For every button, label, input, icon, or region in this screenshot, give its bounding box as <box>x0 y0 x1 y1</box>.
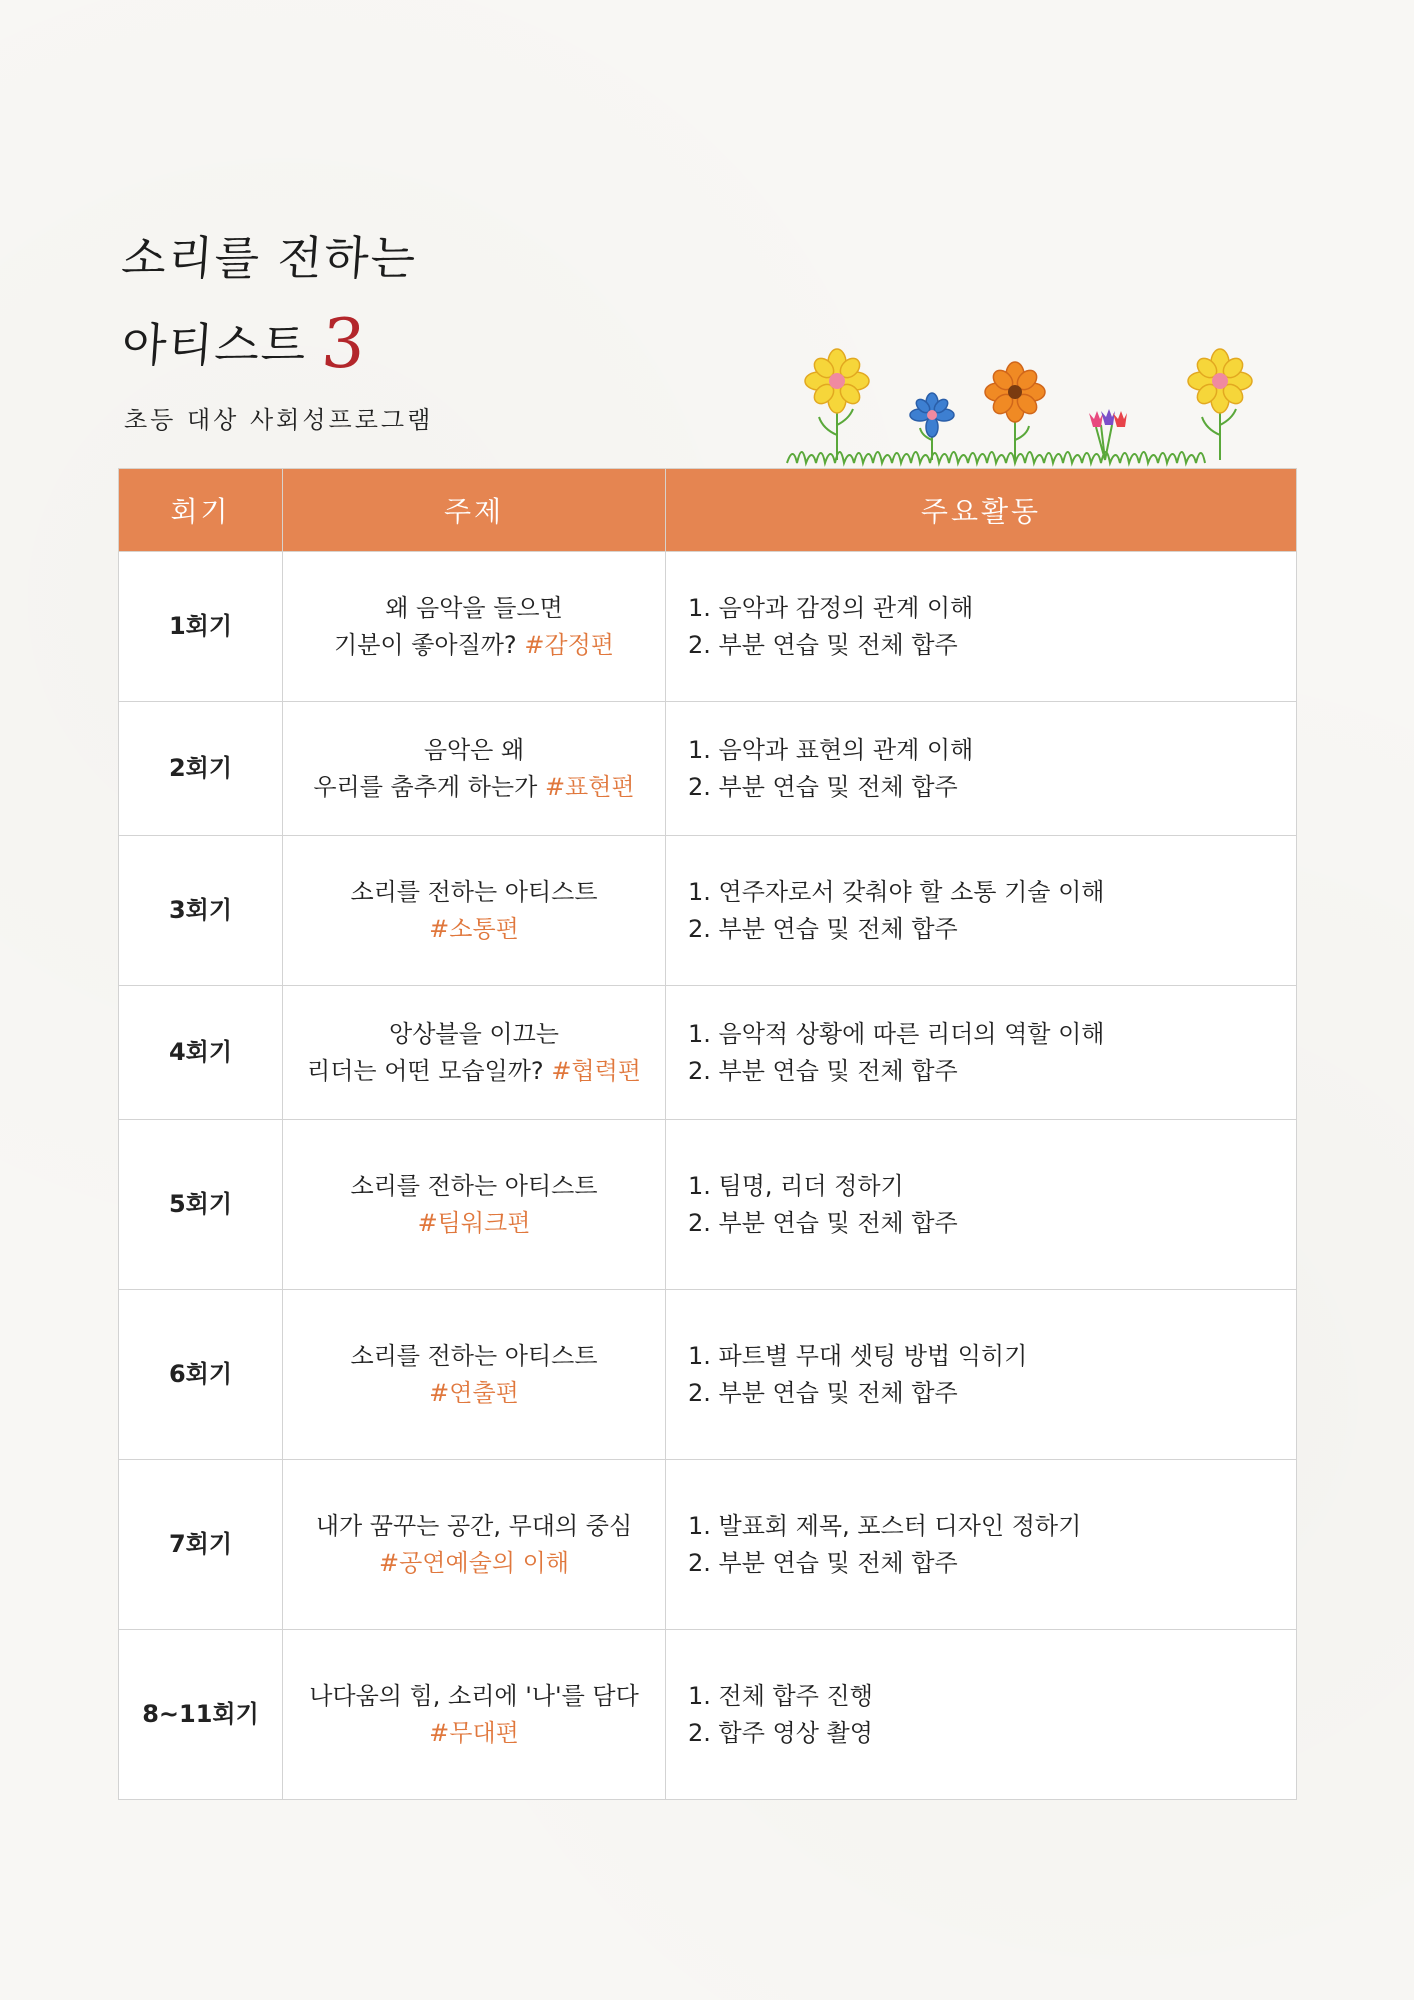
table-row <box>119 1460 1297 1630</box>
activity-cell <box>666 702 1297 836</box>
topic-cell <box>283 986 666 1120</box>
activity-line: 1. 음악과 감정의 관계 이해 <box>688 593 974 622</box>
header-session: 회기 <box>119 469 283 552</box>
activity-line: 2. 부분 연습 및 전체 합주 <box>688 1548 958 1577</box>
session-cell: 8~11회기 <box>119 1630 283 1800</box>
topic-cell <box>283 1120 666 1290</box>
activity-line: 2. 부분 연습 및 전체 합주 <box>688 914 958 943</box>
topic-tag: #연출편 <box>429 1378 519 1407</box>
header-topic: 주제 <box>283 469 666 552</box>
activity-cell <box>666 552 1297 702</box>
session-cell: 5회기 <box>119 1120 283 1290</box>
activity-line: 1. 연주자로서 갖춰야 할 소통 기술 이해 <box>688 877 1105 906</box>
topic-line: 나다움의 힘, 소리에 '나'를 담다 <box>309 1681 639 1710</box>
activity-cell <box>666 1460 1297 1630</box>
table-row <box>119 1630 1297 1800</box>
title-line-2-text: 아티스트 <box>120 318 310 372</box>
activity-cell <box>666 1120 1297 1290</box>
title-number: 3 <box>318 305 370 384</box>
activity-line: 2. 부분 연습 및 전체 합주 <box>688 1208 958 1237</box>
session-cell: 3회기 <box>119 836 283 986</box>
topic-line: 소리를 전하는 아티스트 <box>350 1171 598 1200</box>
activity-cell <box>666 1630 1297 1800</box>
activity-line: 2. 부분 연습 및 전체 합주 <box>688 630 958 659</box>
table-row <box>119 986 1297 1120</box>
topic-line: 소리를 전하는 아티스트 <box>350 1341 598 1370</box>
table-row <box>119 1290 1297 1460</box>
topic-cell <box>283 552 666 702</box>
topic-cell <box>283 1460 666 1630</box>
session-cell: 6회기 <box>119 1290 283 1460</box>
topic-tag: #팀워크편 <box>417 1208 531 1237</box>
activity-line: 1. 파트별 무대 셋팅 방법 익히기 <box>688 1341 1028 1370</box>
activity-cell <box>666 836 1297 986</box>
topic-line: 우리를 춤추게 하는가 <box>313 772 538 801</box>
topic-line: 왜 음악을 들으면 <box>385 593 563 622</box>
activity-line: 1. 음악적 상황에 따른 리더의 역할 이해 <box>688 1019 1105 1048</box>
program-schedule-table <box>118 468 1297 1800</box>
topic-tag: #공연예술의 이해 <box>378 1548 570 1577</box>
title-line-1: 소리를 전하는 <box>119 231 419 285</box>
topic-tag: #표현편 <box>544 772 635 801</box>
topic-cell <box>283 1630 666 1800</box>
subtitle: 초등 대상 사회성프로그램 <box>124 406 434 434</box>
table-row <box>119 836 1297 986</box>
activity-line: 2. 부분 연습 및 전체 합주 <box>688 1378 958 1407</box>
topic-line: 음악은 왜 <box>423 735 525 764</box>
topic-line: 기분이 좋아질까? <box>334 630 517 659</box>
activity-line: 1. 전체 합주 진행 <box>688 1681 873 1710</box>
activity-line: 2. 합주 영상 촬영 <box>688 1718 873 1747</box>
activity-line: 1. 발표회 제목, 포스터 디자인 정하기 <box>688 1511 1082 1540</box>
topic-tag: #협력편 <box>551 1056 641 1085</box>
topic-line: 내가 꿈꾸는 공간, 무대의 중심 <box>315 1511 633 1540</box>
table-row <box>119 1120 1297 1290</box>
topic-tag: #무대편 <box>429 1718 519 1747</box>
session-cell: 4회기 <box>119 986 283 1120</box>
flowers-illustration <box>785 345 1275 470</box>
activity-line: 1. 음악과 표현의 관계 이해 <box>688 735 974 764</box>
session-cell: 7회기 <box>119 1460 283 1630</box>
title-line-2 <box>119 305 370 384</box>
topic-cell <box>283 836 666 986</box>
topic-cell <box>283 702 666 836</box>
activity-cell <box>666 1290 1297 1460</box>
activity-cell <box>666 986 1297 1120</box>
session-cell: 2회기 <box>119 702 283 836</box>
topic-tag: #감정편 <box>524 630 614 659</box>
header-activity: 주요활동 <box>666 469 1297 552</box>
activity-line: 1. 팀명, 리더 정하기 <box>688 1171 904 1200</box>
activity-line: 2. 부분 연습 및 전체 합주 <box>688 1056 958 1085</box>
topic-line: 앙상블을 이끄는 <box>389 1019 559 1048</box>
table-row <box>119 552 1297 702</box>
activity-line: 2. 부분 연습 및 전체 합주 <box>688 772 958 801</box>
table-row <box>119 702 1297 836</box>
session-cell: 1회기 <box>119 552 283 702</box>
topic-line: 소리를 전하는 아티스트 <box>350 877 598 906</box>
topic-line: 리더는 어떤 모습일까? <box>307 1056 544 1085</box>
table-header-row <box>119 469 1297 552</box>
topic-cell <box>283 1290 666 1460</box>
topic-tag: #소통편 <box>429 914 519 943</box>
